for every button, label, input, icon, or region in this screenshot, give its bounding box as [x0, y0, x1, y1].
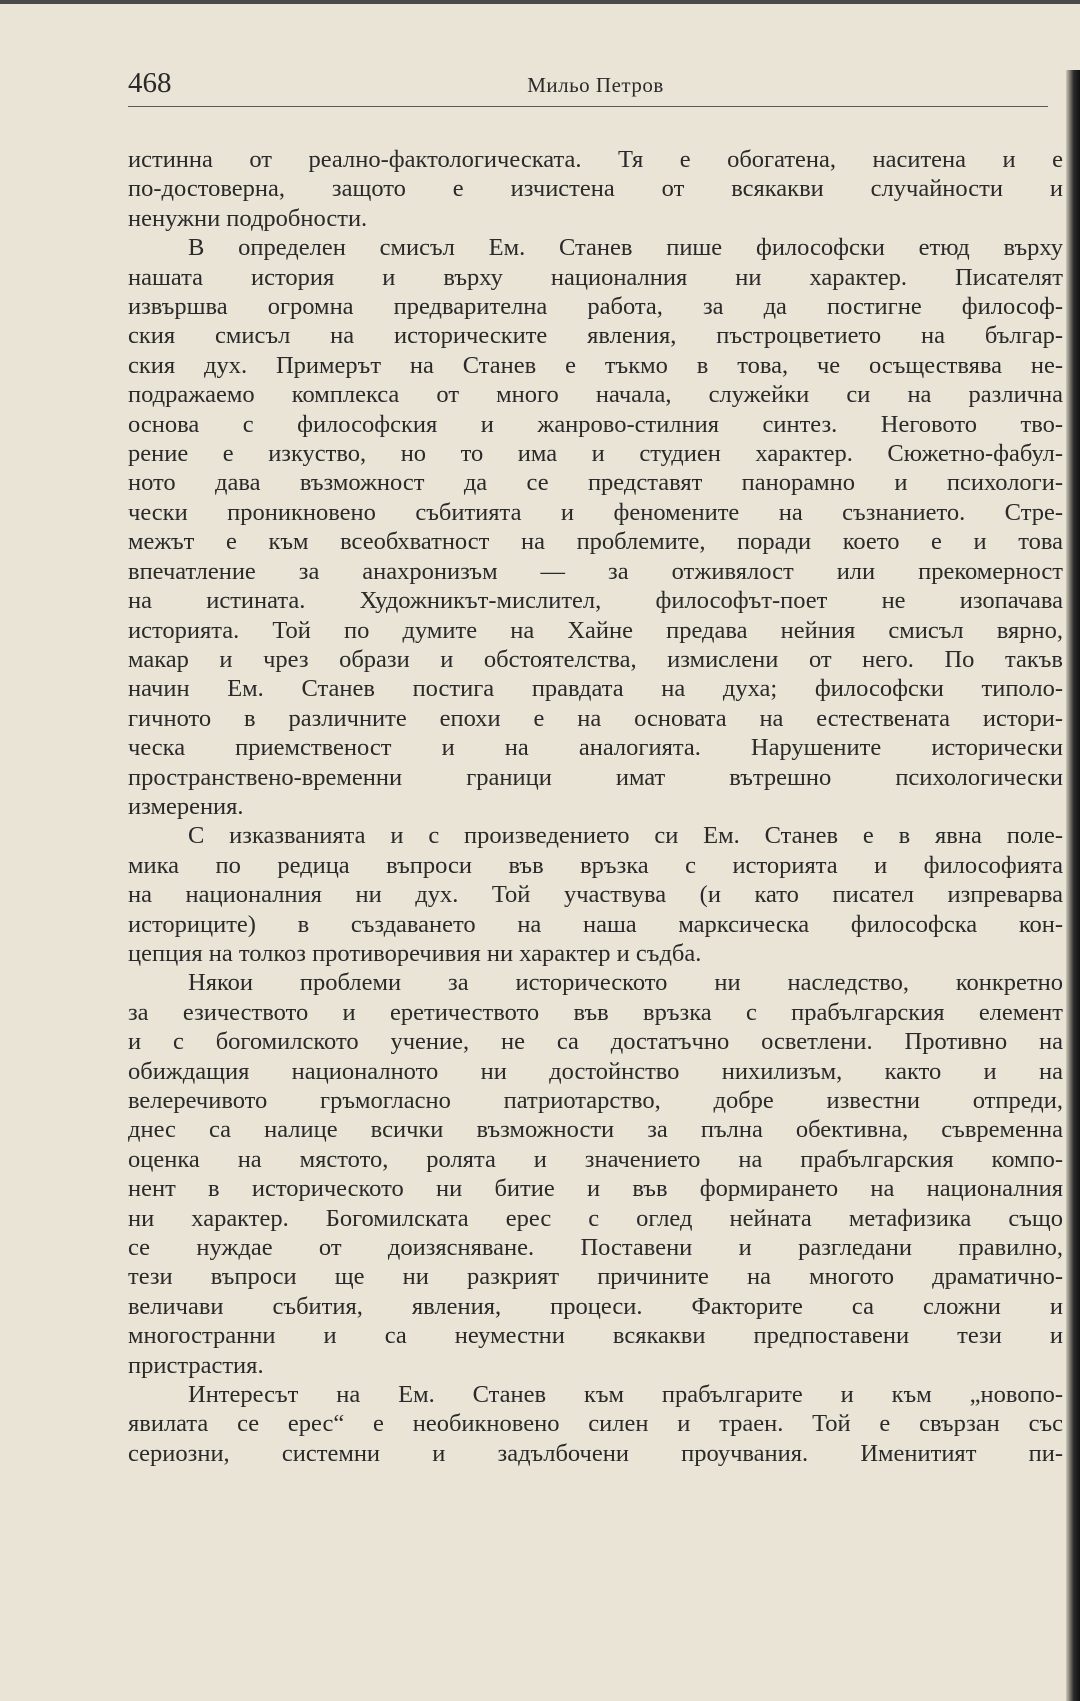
text-line: подражаемо комплекса от много начала, служейки си на различна [128, 381, 1063, 409]
text-line: многостранни и са неуместни всякакви предпоставени тези и [128, 1322, 1063, 1350]
text-line: ския смисъл на историческите явления, пъстроцветието на българ- [128, 322, 1063, 350]
text-line: основа с философския и жанрово-стилния синтез. Неговото тво- [128, 410, 1063, 438]
text-line: обиждащия националното ни достойнство нихилизъм, както и на [128, 1057, 1063, 1085]
running-head-author: Мильо Петров [527, 73, 664, 97]
text-line: Интересът на Ем. Станев към прабългарите и към „новопо- [188, 1381, 1063, 1409]
text-line: истинна от реално-фактологическата. Тя е обогатена, наситена и е [128, 146, 1063, 173]
text-line: В определен смисъл Ем. Станев пише философски етюд върху [188, 234, 1063, 262]
page-header [128, 66, 1063, 100]
text-line: и с богомилското учение, не са достатъчно осветлени. Противно на [128, 1028, 1063, 1056]
text-line: на националния ни дух. Той участвува (и като писател изпреварва [128, 881, 1063, 909]
body-text [128, 145, 1063, 1468]
text-line: нент в историческото ни битие и във формирането на националния [128, 1175, 1063, 1203]
text-line: мика по редица въпроси във връзка с историята и философията [128, 851, 1063, 879]
text-line: се нуждае от доизясняване. Поставени и разгледани правилно, [128, 1234, 1063, 1262]
text-line: историците) в създаването на наша марксическа философска кон- [128, 910, 1063, 938]
text-line: ския дух. Примерът на Станев е тъкмо в това, че осъществява не- [128, 351, 1063, 379]
text-line: тези въпроси ще ни разкрият причините на многото драматично- [128, 1263, 1063, 1291]
text-line: макар и чрез образи и обстоятелства, измислени от него. По такъв [128, 645, 1063, 673]
book-gutter-shadow [1066, 70, 1080, 1701]
text-line: оценка на мястото, ролята и значението на прабългарския компо- [128, 1145, 1063, 1173]
text-line: сериозни, системни и задълбочени проучвания. Именитият пи- [128, 1439, 1063, 1467]
text-line: межът е към всеобхватност на проблемите, поради което е и това [128, 528, 1063, 556]
text-line: ното дава възможност да се представят панорамно и психологи- [128, 469, 1063, 497]
text-line: велеречивото гръмогласно патриотарство, добре известни отпреди, [128, 1087, 1063, 1114]
text-line: пространствено-временни граници имат вътрешно психологически [128, 763, 1063, 791]
text-line: начин Ем. Станев постига правдата на духа; философски типоло- [128, 675, 1063, 703]
text-line: днес са налице всички възможности за пълна обективна, съвременна [128, 1116, 1063, 1144]
text-line: гичното в различните епохи е на основата на естествената истори- [128, 704, 1063, 732]
text-line: явилата се ерес“ е необикновено силен и траен. Той е свързан със [128, 1410, 1063, 1438]
text-line: измерения. [128, 792, 244, 820]
text-line: впечатление за анахронизъм — за отживялост или прекомерност [128, 557, 1063, 585]
text-line: историята. Той по думите на Хайне предава нейния смисъл вярно, [128, 616, 1063, 644]
text-line: по-достоверна, защото е изчистена от всякакви случайности и [128, 175, 1063, 203]
text-line: рение е изкуство, но то има и студиен характер. Сюжетно-фабул- [128, 440, 1063, 468]
text-line: ненужни подробности. [128, 204, 368, 232]
text-line: величави събития, явления, процеси. Факторите са сложни и [128, 1292, 1063, 1320]
text-line: чески проникновено събитията и феномените на съзнанието. Стре- [128, 498, 1063, 526]
page-number: 468 [128, 67, 172, 99]
text-line: ческа приемственост и на аналогията. Нарушените исторически [128, 734, 1063, 762]
text-line: С изказванията и с произведението си Ем. Станев е в явна поле- [188, 822, 1063, 850]
text-line: извършва огромна предварителна работа, за да постигне философ- [128, 293, 1063, 321]
book-page [128, 0, 1063, 1701]
text-line: Някои проблеми за историческото ни наследство, конкретно [188, 969, 1063, 997]
text-line: пристрастия. [128, 1351, 264, 1379]
text-line: ни характер. Богомилската ерес с оглед нейната метафизика също [128, 1204, 1063, 1232]
text-line: за езичеството и еретичеството във връзка с прабългарския елемент [128, 998, 1063, 1026]
text-line: на истината. Художникът-мислител, философът-поет не изопачава [128, 587, 1063, 615]
header-rule [128, 106, 1048, 107]
text-line: цепция на толкоз противоречивия ни характер и съдба. [128, 939, 702, 967]
text-line: нашата история и върху националния ни характер. Писателят [128, 263, 1063, 291]
